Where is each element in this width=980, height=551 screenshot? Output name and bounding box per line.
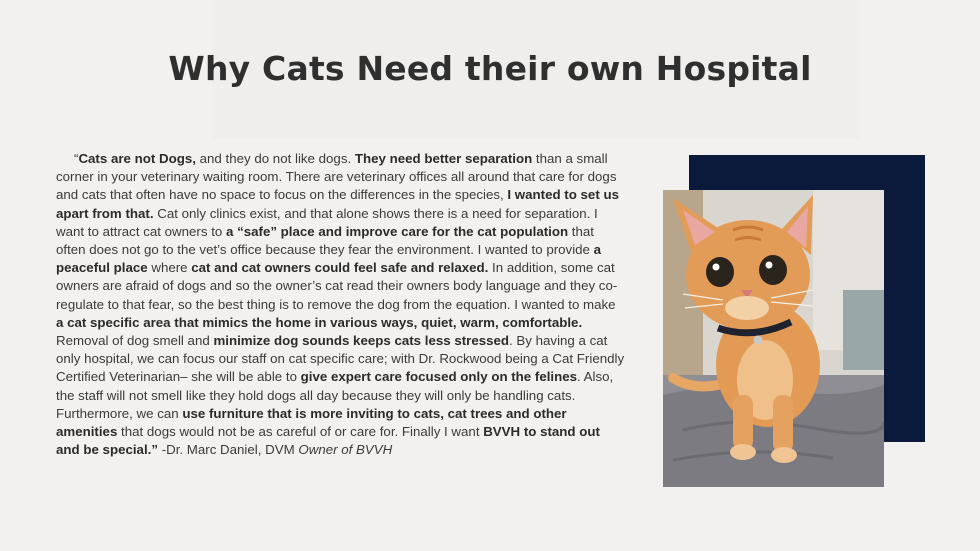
- quote-segment: They need better separation: [354, 151, 533, 166]
- quote-segment: Owner of BVVH: [298, 442, 393, 458]
- quote-segment: that often does not go to the vet’s office because they fear the environment. I wanted to provide: [56, 223, 594, 258]
- quote-segment: Removal of dog smell and: [56, 333, 214, 349]
- quote-segment: ”: [151, 442, 162, 458]
- quote-segment: than a small corner in your veterinary waiting room. There are veterinary offices all around that care for dogs and cats that often have no space to focus on the differences in the species,: [56, 151, 617, 203]
- quote-segment: . Also, the staff will not smell like they hold dogs all day because they will only be handling cats. Furthermore, we can: [56, 369, 614, 421]
- quote-segment: Cat only clinics exist, and that alone shows there is a need for separation. I want to attract cat owners to: [56, 205, 598, 239]
- quote-segment: minimize dog sounds keeps cats less stressed: [213, 333, 510, 349]
- quote-segment: use furniture that is more inviting to cats, cat trees and other amenities: [56, 405, 567, 440]
- quote-segment: a peaceful place: [56, 242, 602, 276]
- page-title: Why Cats Need their own Hospital: [168, 49, 812, 88]
- quote-segment: give expert care focused only on the felines: [300, 369, 578, 385]
- quote-segment: BVVH to stand out and be special.: [56, 424, 600, 458]
- quote-segment: a “safe” place and improve care for the cat population: [225, 223, 569, 239]
- quote-segment: “: [74, 151, 79, 166]
- quote-segment: In addition, some cat owners are afraid of dogs and so the owner’s cat read their owners body language and they co-regulate to that fear, so the best thing is to remove the dog from the equation. I wanted to make: [56, 260, 618, 312]
- quote-segment: Cats are not Dogs,: [78, 151, 196, 166]
- quote-segment: that dogs would not be as careful of or care for. Finally I want: [117, 424, 484, 440]
- quote-segment: -Dr. Marc Daniel, DVM: [161, 442, 299, 458]
- quote-segment: where: [147, 260, 192, 276]
- quote-segment: cat and cat owners could feel safe and relaxed.: [191, 260, 489, 276]
- quote-segment: . By having a cat only hospital, we can focus our staff on cat specific care; with Dr. Rockwood being a Cat Friendly Certified Veterinarian– she will be able to: [56, 333, 625, 385]
- quote-segment: a cat specific area that mimics the home in various ways, quiet, warm, comfortable.: [56, 314, 583, 330]
- orange-tabby-kitten-icon: [663, 190, 884, 487]
- cat-photo: [663, 190, 884, 487]
- quote-paragraph: [56, 150, 626, 459]
- quote-segment: and they do not like dogs.: [195, 151, 355, 166]
- quote-segment: I wanted to set us apart from that.: [56, 187, 619, 221]
